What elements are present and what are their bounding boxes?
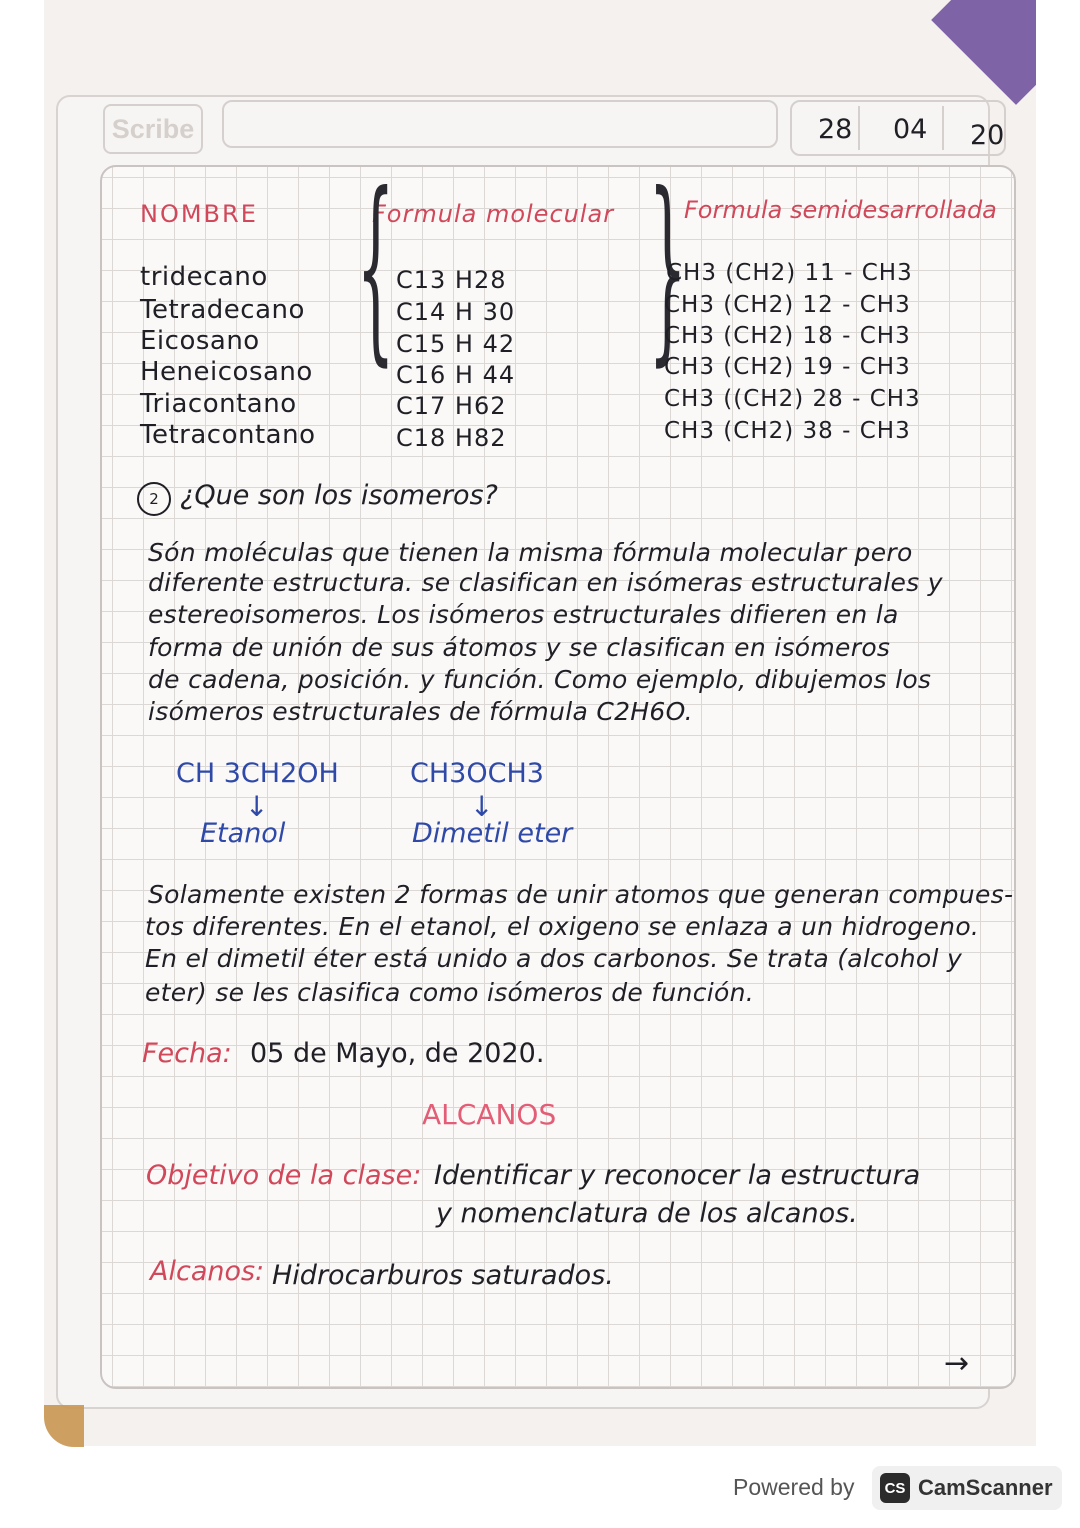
example-name: Dimetil eter (412, 818, 573, 849)
next-page-arrow-icon: → (944, 1346, 970, 1381)
row-molecular: C15 H 42 (396, 330, 516, 358)
date-value: 05 de Mayo, de 2020. (250, 1038, 545, 1069)
answer-line: diferente estructura. se clasifican en isómeras estructurales y (148, 568, 943, 597)
row-name: Tetradecano (140, 295, 305, 325)
answer-line: forma de unión de sus átomos y se clasifican en isómeros (148, 633, 891, 662)
row-name: Eicosano (140, 326, 260, 356)
down-arrow-icon: ↓ (470, 790, 494, 823)
brace-left: { (356, 151, 395, 384)
camscanner-logo (872, 1466, 1062, 1510)
row-name: Heneicosano (140, 357, 313, 387)
answer-line: estereoisomeros. Los isómeros estructurales difieren en la (148, 600, 899, 629)
question-number: 2 (137, 482, 171, 516)
row-molecular: C17 H62 (396, 392, 507, 420)
row-name: tridecano (140, 262, 268, 292)
example-name: Etanol (200, 818, 286, 849)
row-molecular: C13 H28 (396, 266, 507, 294)
row-semi: CH3 (CH2) 11 - CH3 (666, 260, 913, 286)
answer-line: isómeros estructurales de fórmula C2H6O. (148, 697, 693, 726)
row-molecular: C14 H 30 (396, 298, 516, 326)
explanation-line: tos diferentes. En el etanol, el oxigeno se enlaza a un hidrogeno. (145, 912, 980, 941)
table-header-molecular: Formula molecular (372, 200, 615, 228)
date-year: 20 (970, 120, 1005, 151)
date-divider (942, 106, 944, 150)
explanation-line: eter) se les clasifica como isómeros de función. (145, 978, 754, 1007)
subject-field (222, 100, 778, 148)
table-header-semi: Formula semidesarrollada (684, 196, 997, 224)
camscanner-name: CamScanner (918, 1475, 1053, 1500)
explanation-line: En el dimetil éter está unido a dos carbonos. Se trata (alcohol y (145, 944, 963, 973)
row-semi: CH3 (CH2) 18 - CH3 (664, 323, 911, 349)
brand-logo: Scribe (103, 104, 203, 154)
row-molecular: C16 H 44 (396, 361, 516, 389)
row-name: Tetracontano (140, 420, 316, 450)
explanation-line: Solamente existen 2 formas de unir atomos que generan compues- (148, 880, 1014, 909)
section-title: ALCANOS (422, 1098, 557, 1131)
date-month: 04 (893, 114, 928, 145)
answer-line: Són moléculas que tienen la misma fórmula molecular pero (148, 538, 913, 567)
answer-line: de cadena, posición. y función. Como ejemplo, dibujemos los (148, 665, 932, 694)
definition-text: Hidrocarburos saturados. (272, 1260, 614, 1291)
question-text: ¿Que son los isomeros? (180, 480, 498, 511)
row-semi: CH3 (CH2) 12 - CH3 (664, 292, 911, 318)
date-day: 28 (818, 114, 853, 145)
example-formula: CH 3CH2OH (176, 758, 339, 789)
row-semi: CH3 (CH2) 38 - CH3 (664, 418, 911, 444)
row-molecular: C18 H82 (396, 424, 507, 452)
date-label: Fecha: (142, 1038, 232, 1069)
date-divider (858, 106, 860, 150)
objective-line: Identificar y reconocer la estructura (434, 1160, 921, 1191)
brace-right: } (648, 151, 687, 384)
row-name: Triacontano (140, 389, 297, 419)
objective-label: Objetivo de la clase: (146, 1160, 422, 1191)
objective-line: y nomenclatura de los alcanos. (436, 1198, 858, 1229)
down-arrow-icon: ↓ (245, 790, 269, 823)
table-header-name: NOMBRE (140, 200, 258, 228)
example-formula: CH3OCH3 (410, 758, 544, 789)
thumb-corner (44, 1405, 84, 1447)
row-semi: CH3 (CH2) 19 - CH3 (664, 354, 911, 380)
definition-label: Alcanos: (150, 1256, 265, 1287)
row-semi: CH3 ((CH2) 28 - CH3 (664, 386, 921, 412)
camscanner-icon: CS (880, 1473, 910, 1503)
powered-by-text: Powered by (733, 1474, 855, 1500)
